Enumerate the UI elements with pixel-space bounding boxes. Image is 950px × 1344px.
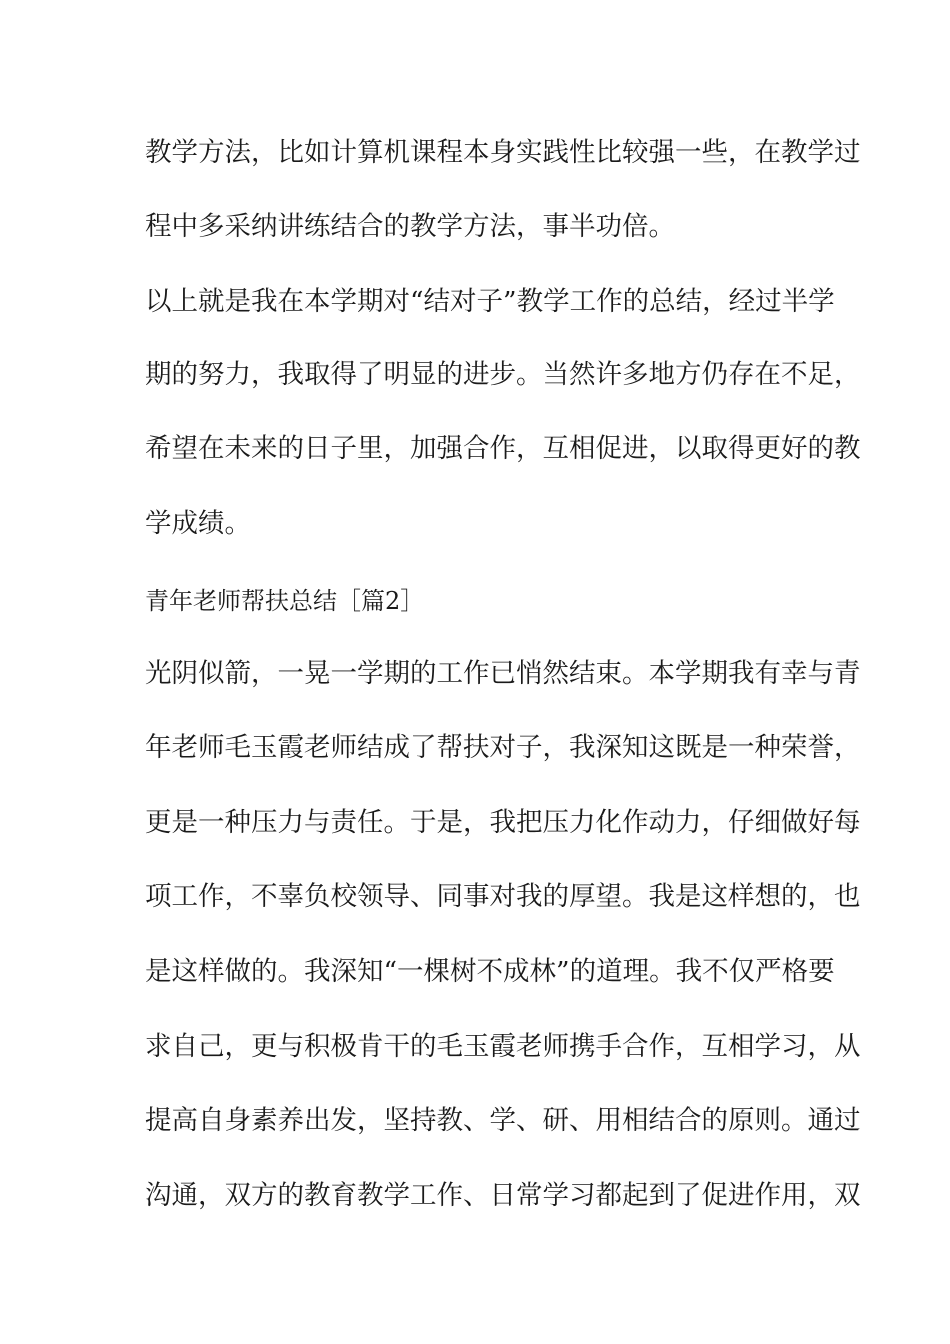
paragraph-line: 期的努力，我取得了明显的进步。当然许多地方仍存在不足，: [145, 359, 861, 390]
paragraph-line: 是这样做的。我深知“一棵树不成林”的道理。我不仅严格要: [145, 956, 835, 987]
paragraph-line: 更是一种压力与责任。于是，我把压力化作动力，仔细做好每: [145, 807, 861, 838]
paragraph-line: 求自己，更与积极肯干的毛玉霞老师携手合作，互相学习，从: [145, 1031, 861, 1062]
paragraph-line: 提高自身素养出发，坚持教、学、研、用相结合的原则。通过: [145, 1105, 861, 1136]
paragraph-line: 沟通，双方的教育教学工作、日常学习都起到了促进作用，双: [145, 1180, 861, 1211]
paragraph-line: 希望在未来的日子里，加强合作，互相促进，以取得更好的教: [145, 433, 861, 464]
paragraph-line: 学成绩。: [145, 508, 251, 539]
section-heading: 青年老师帮扶总结［篇2］: [145, 587, 425, 615]
paragraph-line: 年老师毛玉霞老师结成了帮扶对子，我深知这既是一种荣誉，: [145, 732, 861, 763]
paragraph-line: 教学方法，比如计算机课程本身实践性比较强一些，在教学过: [145, 137, 861, 168]
paragraph-line: 项工作，不辜负校领导、同事对我的厚望。我是这样想的，也: [145, 881, 861, 912]
paragraph-line: 光阴似箭，一晃一学期的工作已悄然结束。本学期我有幸与青: [145, 658, 861, 689]
paragraph-line: 程中多采纳讲练结合的教学方法，事半功倍。: [145, 211, 675, 242]
paragraph-line: 以上就是我在本学期对“结对子”教学工作的总结，经过半学: [145, 286, 835, 317]
